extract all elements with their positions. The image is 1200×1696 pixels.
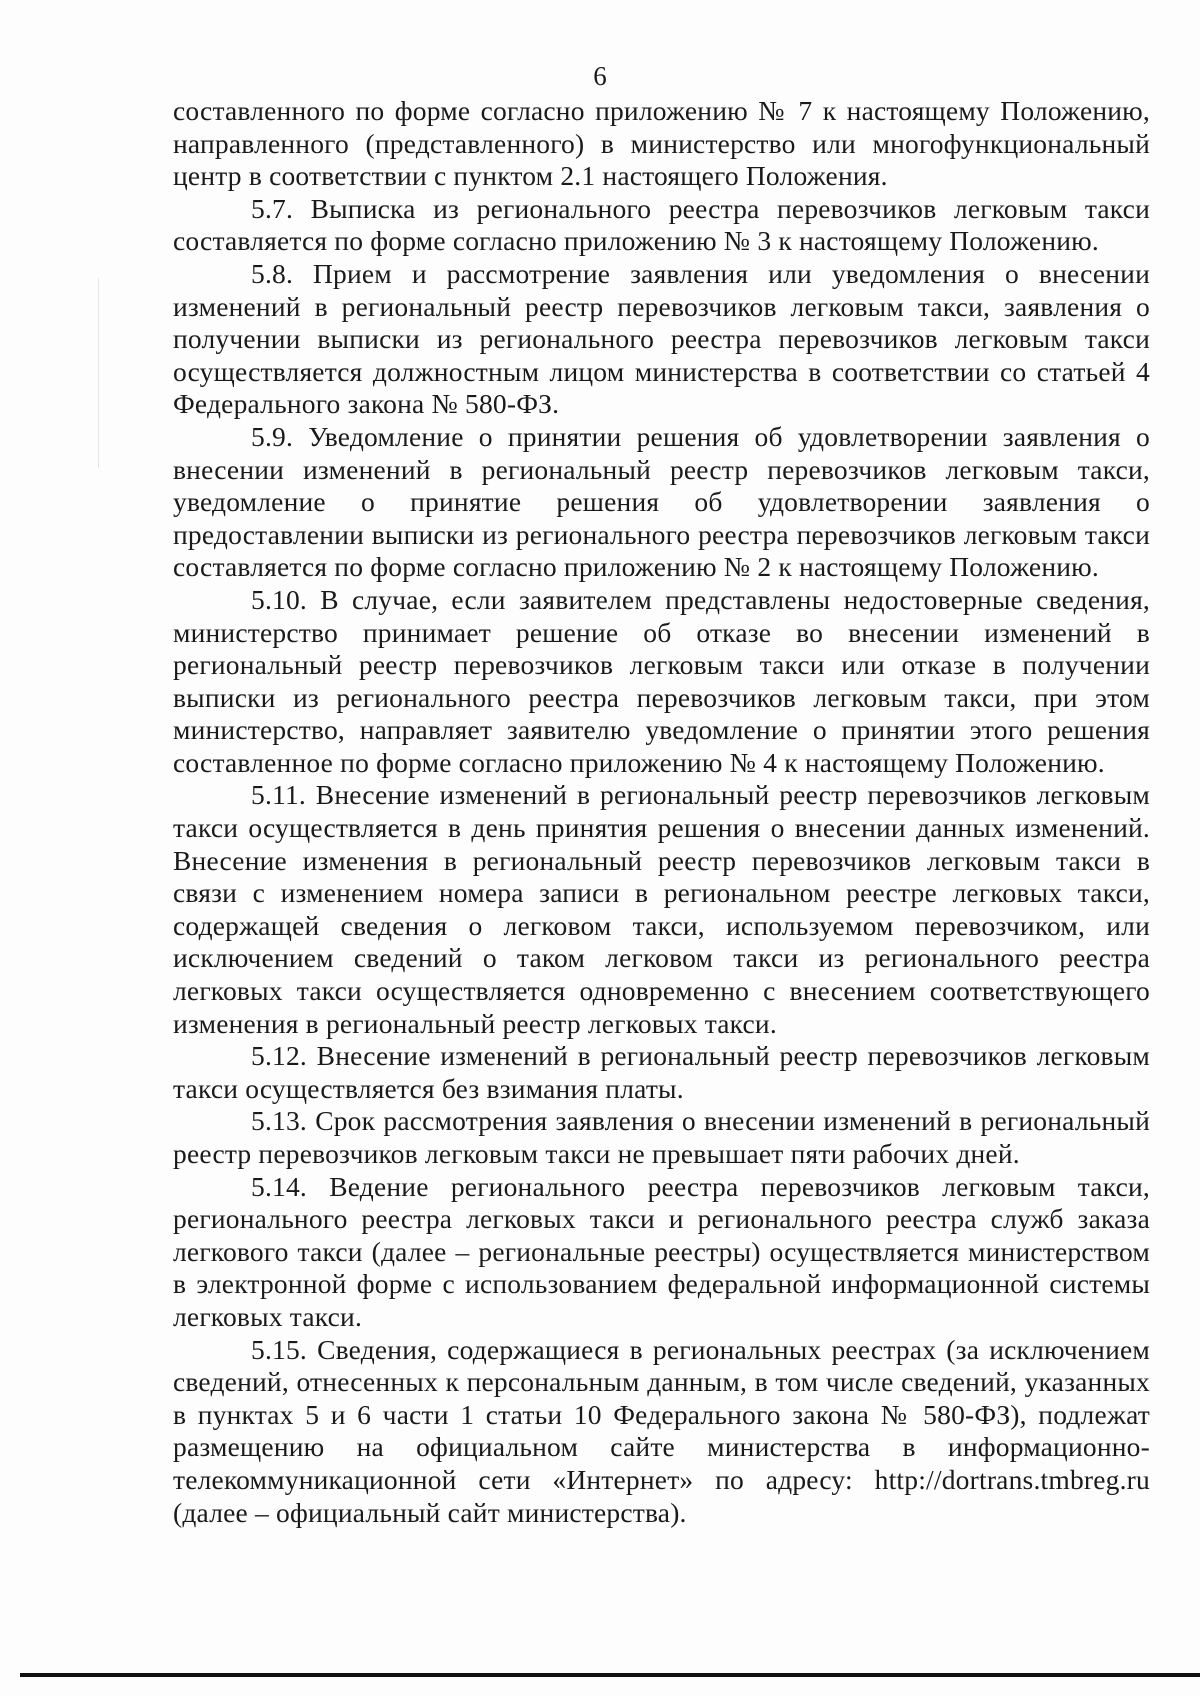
paragraph-5-9: 5.9. Уведомление о принятии решения об удовлетворении заявления о внесении изменений в региональный реестр перевозчиков легковым такси, уведомление о принятие решения об удовлетворении заявления о предоставлении выписки из регионального реестра перевозчиков легковым такси составляется по форме согласно приложению № 2 к настоящему Положению.: [173, 420, 1150, 583]
paragraph-5-13: 5.13. Срок рассмотрения заявления о внесении изменений в региональный реестр перевозчиков легковым такси не превышает пяти рабочих дней.: [173, 1105, 1150, 1169]
paragraph-5-10: 5.10. В случае, если заявителем представлены недостоверные сведения, министерство принимает решение об отказе во внесении изменений в региональный реестр перевозчиков легковым такси или отказе в получении выписки из регионального реестра перевозчиков легковым такси, при этом министерство, направляет заявителю уведомление о принятии этого решения составленное по форме согласно приложению № 4 к настоящему Положению.: [173, 583, 1150, 778]
document-body: [173, 95, 1150, 1529]
paragraph-continuation: составленного по форме согласно приложению № 7 к настоящему Положению, направленного (представленного) в министерство или многофункциональный центр в соответствии с пунктом 2.1 настоящего Положения.: [173, 95, 1150, 192]
paragraph-5-7: 5.7. Выписка из регионального реестра перевозчиков легковым такси составляется по форме согласно приложению № 3 к настоящему Положению.: [173, 192, 1150, 257]
scan-margin-mark: [98, 278, 99, 468]
paragraph-5-12: 5.12. Внесение изменений в региональный реестр перевозчиков легковым такси осуществляется без взимания платы.: [173, 1040, 1150, 1104]
paragraph-5-11: 5.11. Внесение изменений в региональный реестр перевозчиков легковым такси осуществляется в день принятия решения о внесении данных изменений. Внесение изменения в региональный реестр перевозчиков легковым такси в связи с изменением номера записи в региональном реестре легковых такси, содержащей сведения о легковом такси, используемом перевозчиком, или исключением сведений о таком легковом такси из регионального реестра легковых такси осуществляется одновременно с внесением соответствующего изменения в региональный реестр легковых такси.: [173, 779, 1150, 1039]
paragraph-5-15: 5.15. Сведения, содержащиеся в региональных реестрах (за исключением сведений, отнесенных к персональным данным, в том числе сведений, указанных в пунктах 5 и 6 части 1 статьи 10 Федерального закона № 580-ФЗ), подлежат размещению на официальном сайте министерства в информационно-телекоммуникационной сети «Интернет» по адресу: http://dortrans.tmbreg.ru (далее – официальный сайт министерства).: [173, 1333, 1150, 1528]
paragraph-5-8: 5.8. Прием и рассмотрение заявления или уведомления о внесении изменений в региональный реестр перевозчиков легковым такси, заявления о получении выписки из регионального реестра перевозчиков легковым такси осуществляется должностным лицом министерства в соответствии со статьей 4 Федерального закона № 580-ФЗ.: [173, 257, 1150, 420]
page-bottom-rule: [20, 1673, 1200, 1677]
page-number: 6: [593, 61, 607, 91]
paragraph-5-14: 5.14. Ведение регионального реестра перевозчиков легковым такси, регионального реестра легковых такси и регионального реестра служб заказа легкового такси (далее – региональные реестры) осуществляется министерством в электронной форме с использованием федеральной информационной системы легковых такси.: [173, 1170, 1150, 1332]
